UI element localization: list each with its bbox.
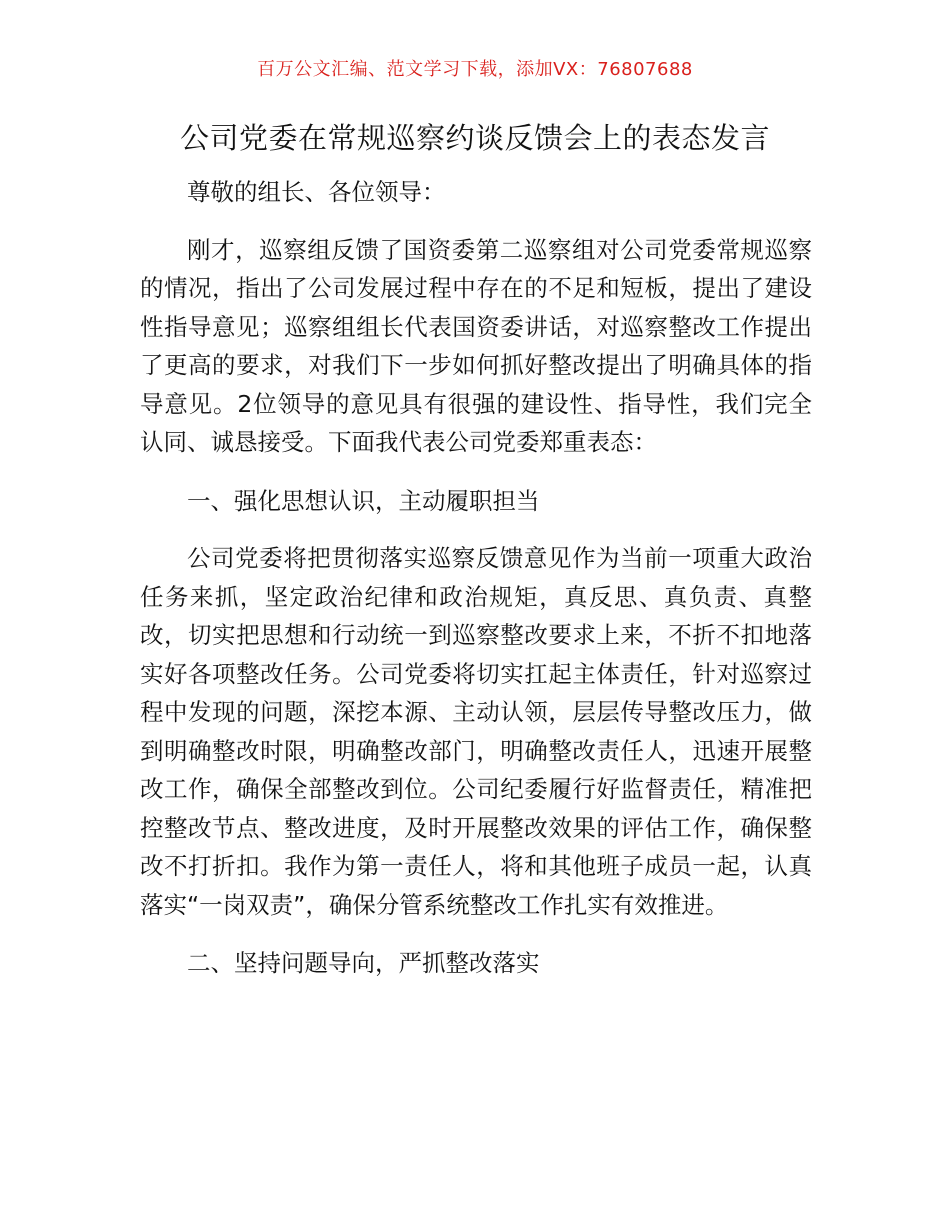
- greeting: 尊敬的组长、各位领导：: [187, 178, 446, 206]
- paragraph-2: 公司党委将把贯彻落实巡察反馈意见作为当前一项重大政治任务来抓，坚定政治纪律和政治规矩，真反思、真负责、真整改，切实把思想和行动统一到巡察整改要求上来，不折不扣地落实好各项整改任务。公司党委将切实扛起主体责任，针对巡察过程中发现的问题，深挖本源、主动认领，层层传导整改压力，做到明确整改时限，明确整改部门，明确整改责任人，迅速开展整改工作，确保全部整改到位。公司纪委履行好监督责任，精准把控整改节点、整改进度，及时开展整改效果的评估工作，确保整改不打折扣。我作为第一责任人，将和其他班子成员一起，认真落实“一岗双责”，确保分管系统整改工作扎实有效推进。: [140, 544, 812, 919]
- document-title: 公司党委在常规巡察约谈反馈会上的表态发言: [179, 121, 770, 155]
- section-1-heading: 一、强化思想认识，主动履职担当: [187, 486, 540, 515]
- watermark-header: 百万公文汇编、范文学习下载，添加VX：76807688: [257, 59, 693, 80]
- paragraph-1: 刚才，巡察组反馈了国资委第二巡察组对公司党委常规巡察的情况，指出了公司发展过程中存在的不足和短板，提出了建设性指导意见；巡察组组长代表国资委讲话，对巡察整改工作提出了更高的要求，对我们下一步如何抓好整改提出了明确具体的指导意见。2位领导的意见具有很强的建设性、指导性，我们完全认同、诚恳接受。下面我代表公司党委郑重表态：: [140, 235, 812, 456]
- section-2-heading: 二、坚持问题导向，严抓整改落实: [187, 949, 540, 977]
- document-body: [140, 173, 812, 983]
